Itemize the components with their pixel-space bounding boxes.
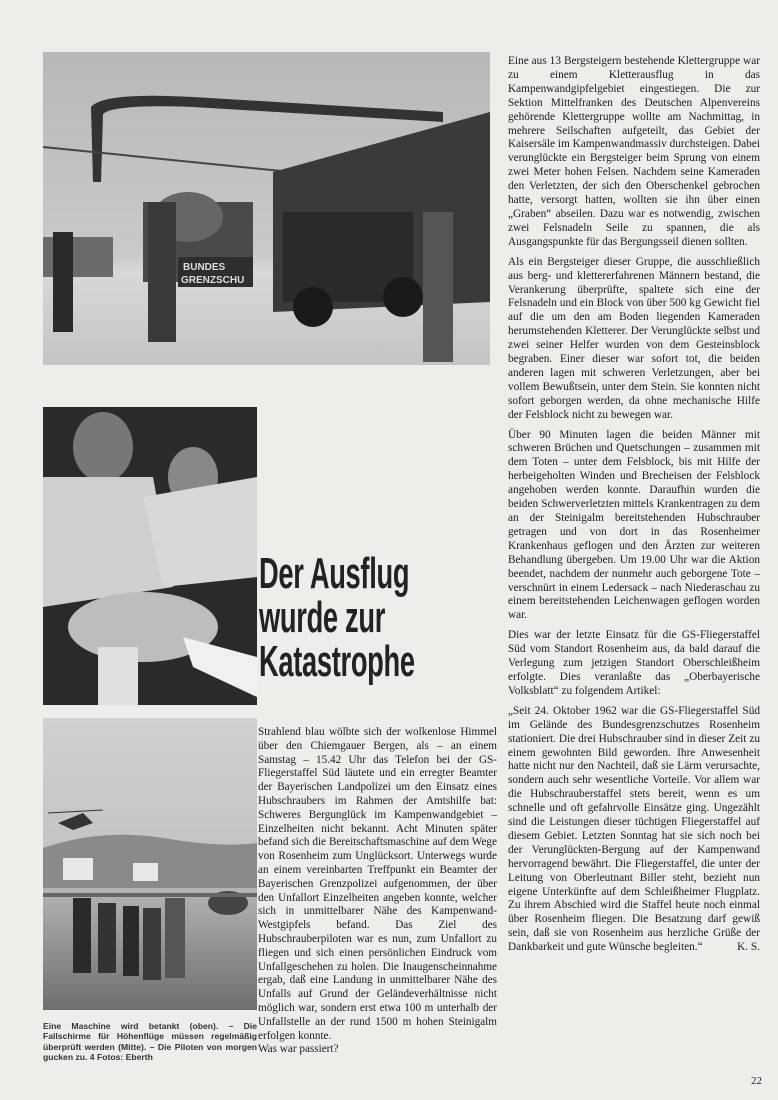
headline-line: wurde zur (259, 593, 386, 642)
truck-sign-1: BUNDES (183, 262, 226, 273)
author-signature: K. S. (737, 941, 760, 954)
paragraph-text: „Seit 24. Oktober 1962 war die GS-Fliegerstaffel Süd im Gelände des Bundesgrenzschutzes Rosenheim stationiert. Die drei Hubschrauber sind in dieser Zeit zu einem gewohnten Bild geworden. Ihre Anwesenheit hatte nicht nur den Nachteil, daß sie Lärm verursachte, sondern auch sehr wesentliche Vorteile. Vor allem war die Hubschrauberstaffel stets bereit, wenn es um schnelle und oft gefahrvolle Einsätze ging. Ungezählt sind die Leistungen dieser tüchtigen Fliegerstaffel auf diesem Gebiet. Letzten Sonntag hat sie sich noch bei der Verunglückten-Bergung auf der Kampenwand hervorragend bewährt. Die Fliegerstaffel, die unter der Leitung von Oberleutnant Biller steht, bezieht nun eigene Unterkünfte auf dem Schleißheimer Flugplatz. Zu ihrem Abschied wird die Staffel heute noch einmal über Rosenheim fliegen. Die Besatzung darf gewiß sein, daß sie von Rosenheim aus herzliche Grüße der Dankbarkeit und gute Wünsche begleiten.“ (508, 704, 760, 954)
photo-children-watching-helicopters (43, 718, 257, 1010)
paragraph: Dies war der letzte Einsatz für die GS-Fliegerstaffel Süd vom Standort Rosenheim aus, da bald darauf die Verlegung zum jetzigen Standort Oberschleißheim erfolgte. Dies veranlaßte das „Oberbayerische Volksblatt“ zu folgendem Artikel: (508, 629, 760, 697)
photo-parachute-check (43, 407, 257, 705)
paragraph: Über 90 Minuten lagen die beiden Männer mit schweren Brüchen und Quetschungen – zusammen mit dem Toten – unter dem Felsblock, bis mit Hilfe der herbeigeholten Winden und Brecheisen der Felsblock angehoben werden konnte. Daraufhin wurden die beiden Schwerverletzten mittels Krankentragen zu dem an der Steinigalm bereitstehenden Hubschrauber getragen und von dort in das Rosenheimer Krankenhaus geflogen und den Ärzten zur weiteren Behandlung übergeben. Um 19.00 Uhr war die Aktion beendet, nachdem der nunmehr auch geborgene Tote – verschnürt in einem Ledersack – nach Niederaschau zu einem bereitstehenden Leichenwagen geflogen worden war. (508, 428, 760, 622)
paragraph (508, 705, 760, 955)
paragraph: Was war passiert? (258, 1043, 339, 1056)
article-column-right (508, 55, 760, 961)
photo-caption: Eine Maschine wird betankt (oben). – Die Fallschirme für Höhenflüge müssen regelmäßig überprüft werden (Mitte). – Die Piloten von morgen gucken zu. 4 Fotos: Eberth (43, 1021, 257, 1063)
photo-helicopter-refuelling (43, 52, 490, 365)
page-number: 22 (751, 1075, 762, 1087)
headline-line: Katastrophe (259, 637, 415, 686)
paragraph: Eine aus 13 Bergsteigern bestehende Klettergruppe war zu einem Kletterausflug in das Kampenwandgipfelgebiet eingestiegen. Die zur Sektion Mittelfranken des Deutschen Alpenvereins gehörende Klettergruppe wollte am Nachmittag, in mehrere Seilschaften aufgeteilt, das Gebiet der Kaisersäle im Kampenwandmassiv durchsteigen. Dabei verunglückte ein Bergsteiger beim Sprung von einem zwei Meter hohen Felsen. Nachdem seine Kameraden den Verletzten, der sich den Oberschenkel gebrochen hatte, versorgt hatten, wollten sie ihn über einen „Graben“ abseilen. Dazu war es notwendig, zwischen zwei Felsnadeln Seile zu spannen, die als Ausgangspunkte für das Bergungsseil dienen sollten. (508, 55, 760, 248)
article-column-middle (258, 726, 497, 1057)
headline-line: Der Ausflug (259, 549, 410, 598)
paragraph: Als ein Bergsteiger dieser Gruppe, die ausschließlich aus berg- und klettererfahrenen Männern bestand, die Verankerung überprüfte, spaltete sich eine der Felsnadeln und ein Block von über 500 kg Gewicht fiel auf die um den am Boden liegenden Kameraden herumstehenden Kletterer. Der Verunglückte selbst und zwei seiner Helfer wurden von dem Gesteinsblock begraben. Einer dieser war sofort tot, die beiden anderen lagen mit schweren Verletzungen, aber bei vollem Bewußtsein, unter dem Stein. Sie konnten nicht sofort geborgen werden, da ohne mechanische Hilfe der Felsblock nicht zu bewegen war. (508, 255, 760, 421)
paragraph: Strahlend blau wölbte sich der wolkenlose Himmel über den Chiemgauer Bergen, als – an einem Samstag – 15.42 Uhr das Telefon bei der GS-Fliegerstaffel Süd läutete und ein erregter Beamter der Bayerischen Landpolizei um den Einsatz eines Hubschraubers im Rahmen der Amtshilfe bat: Schweres Bergunglück im Kampenwandgebiet – Einzelheiten nicht bekannt. Acht Minuten später befand sich die Bereitschaftsmaschine auf dem Wege von Rosenheim zum Unglücksort. Unterwegs wurde an einem vereinbarten Treffpunkt ein Beamter der Bayerischen Grenzpolizei aufgenommen, der über den Unfallort Einzelheiten angeben konnte, welcher sich in unmittelbarer Nähe des Kampenwand-Westgipfels befand. Das Ziel des Hubschrauberpiloten war es nun, zum Unfallort zu fliegen und sich einen persönlichen Eindruck vom Unfallgeschehen zu holen. Die Inaugenscheinnahme ergab, daß eine Landung in unmittelbarer Nähe des Unfalls auf Grund der Geländeverhältnisse nicht möglich war, sondern erst etwa 100 m unterhalb der Unfallstelle an der rund 1500 m hohen Steinigalm erfolgen konnte. (258, 726, 497, 1042)
truck-sign-2: GRENZSCHU (181, 275, 245, 286)
article-headline (259, 549, 415, 686)
